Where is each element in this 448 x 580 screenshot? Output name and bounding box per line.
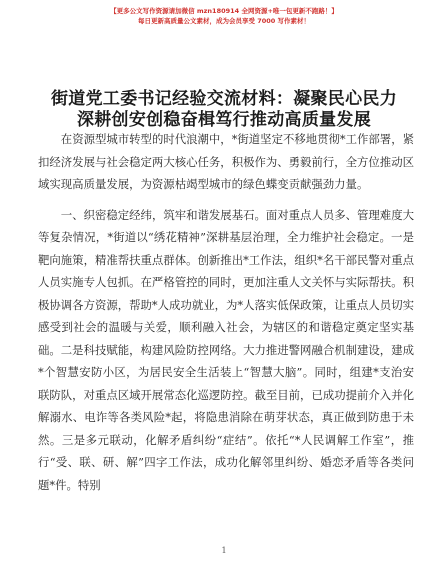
document-title-line-2: 深耕创安创稳奋楫笃行推动高质量发展 — [76, 110, 372, 130]
section-one-paragraph: 一、织密稳定经纬，筑牢和谐发展基石。面对重点人员多、管理难度大等复杂情况，*街道以“绣花精神”深耕基层治理，全力维护社会稳定。一是靶向施策，精准帮扶重点群体。创新推出*工作法，组织*名干部民警对重点人员实施专人包抓。在严格管控的同时，更加注重人文关怀与实际帮扶。积极协调各方资源，帮助*人成功就业，为*人落实低保政策，让重点人员切实感受到社会的温暖与关爱，顺利融入社会，为辖区的和谐稳定奠定坚实基础。二是科技赋能，构建风险防控网络。大力推进警网融合机制建设，建成*个智慧安防小区，为居民安全生活装上“智慧大脑”。同时，组建*支治安联防队，对重点区域开展常态化巡逻防控。截至目前，已成功提前介入并化解溺水、电诈等各类风险*起，将隐患消除在萌芽状态，真正做到防患于未然。三是多元联动，化解矛盾纠纷“症结”。依托“*人民调解工作室”，推行“受、联、研、解”四字工作法，成功化解邻里纠纷、婚恋矛盾等各类问题*件。特别 — [38, 207, 414, 492]
intro-paragraph: 在资源型城市转型的时代浪潮中，*街道坚定不移地贯彻*工作部署，紧扣经济发展与社会稳定两大核心任务，积极作为、勇毅前行，全方位推动区域实现高质量发展，为资源枯竭型城市的绿色蝶变贡献强劲力量。 — [38, 132, 414, 191]
promo-banner — [0, 6, 448, 26]
document-title-line-1: 街道党工委书记经验交流材料：凝聚民心民力 — [51, 89, 397, 109]
promo-banner-line-1: 【更多公文写作资源请加微信 mzn180914 全网资源+唯一包更新不跑路！】 — [110, 7, 338, 15]
page-number: 1 — [221, 546, 227, 555]
promo-banner-line-2: 每日更新高质量公文素材，成为会员享受 7000 写作素材！ — [137, 17, 311, 25]
document-body — [38, 128, 414, 496]
